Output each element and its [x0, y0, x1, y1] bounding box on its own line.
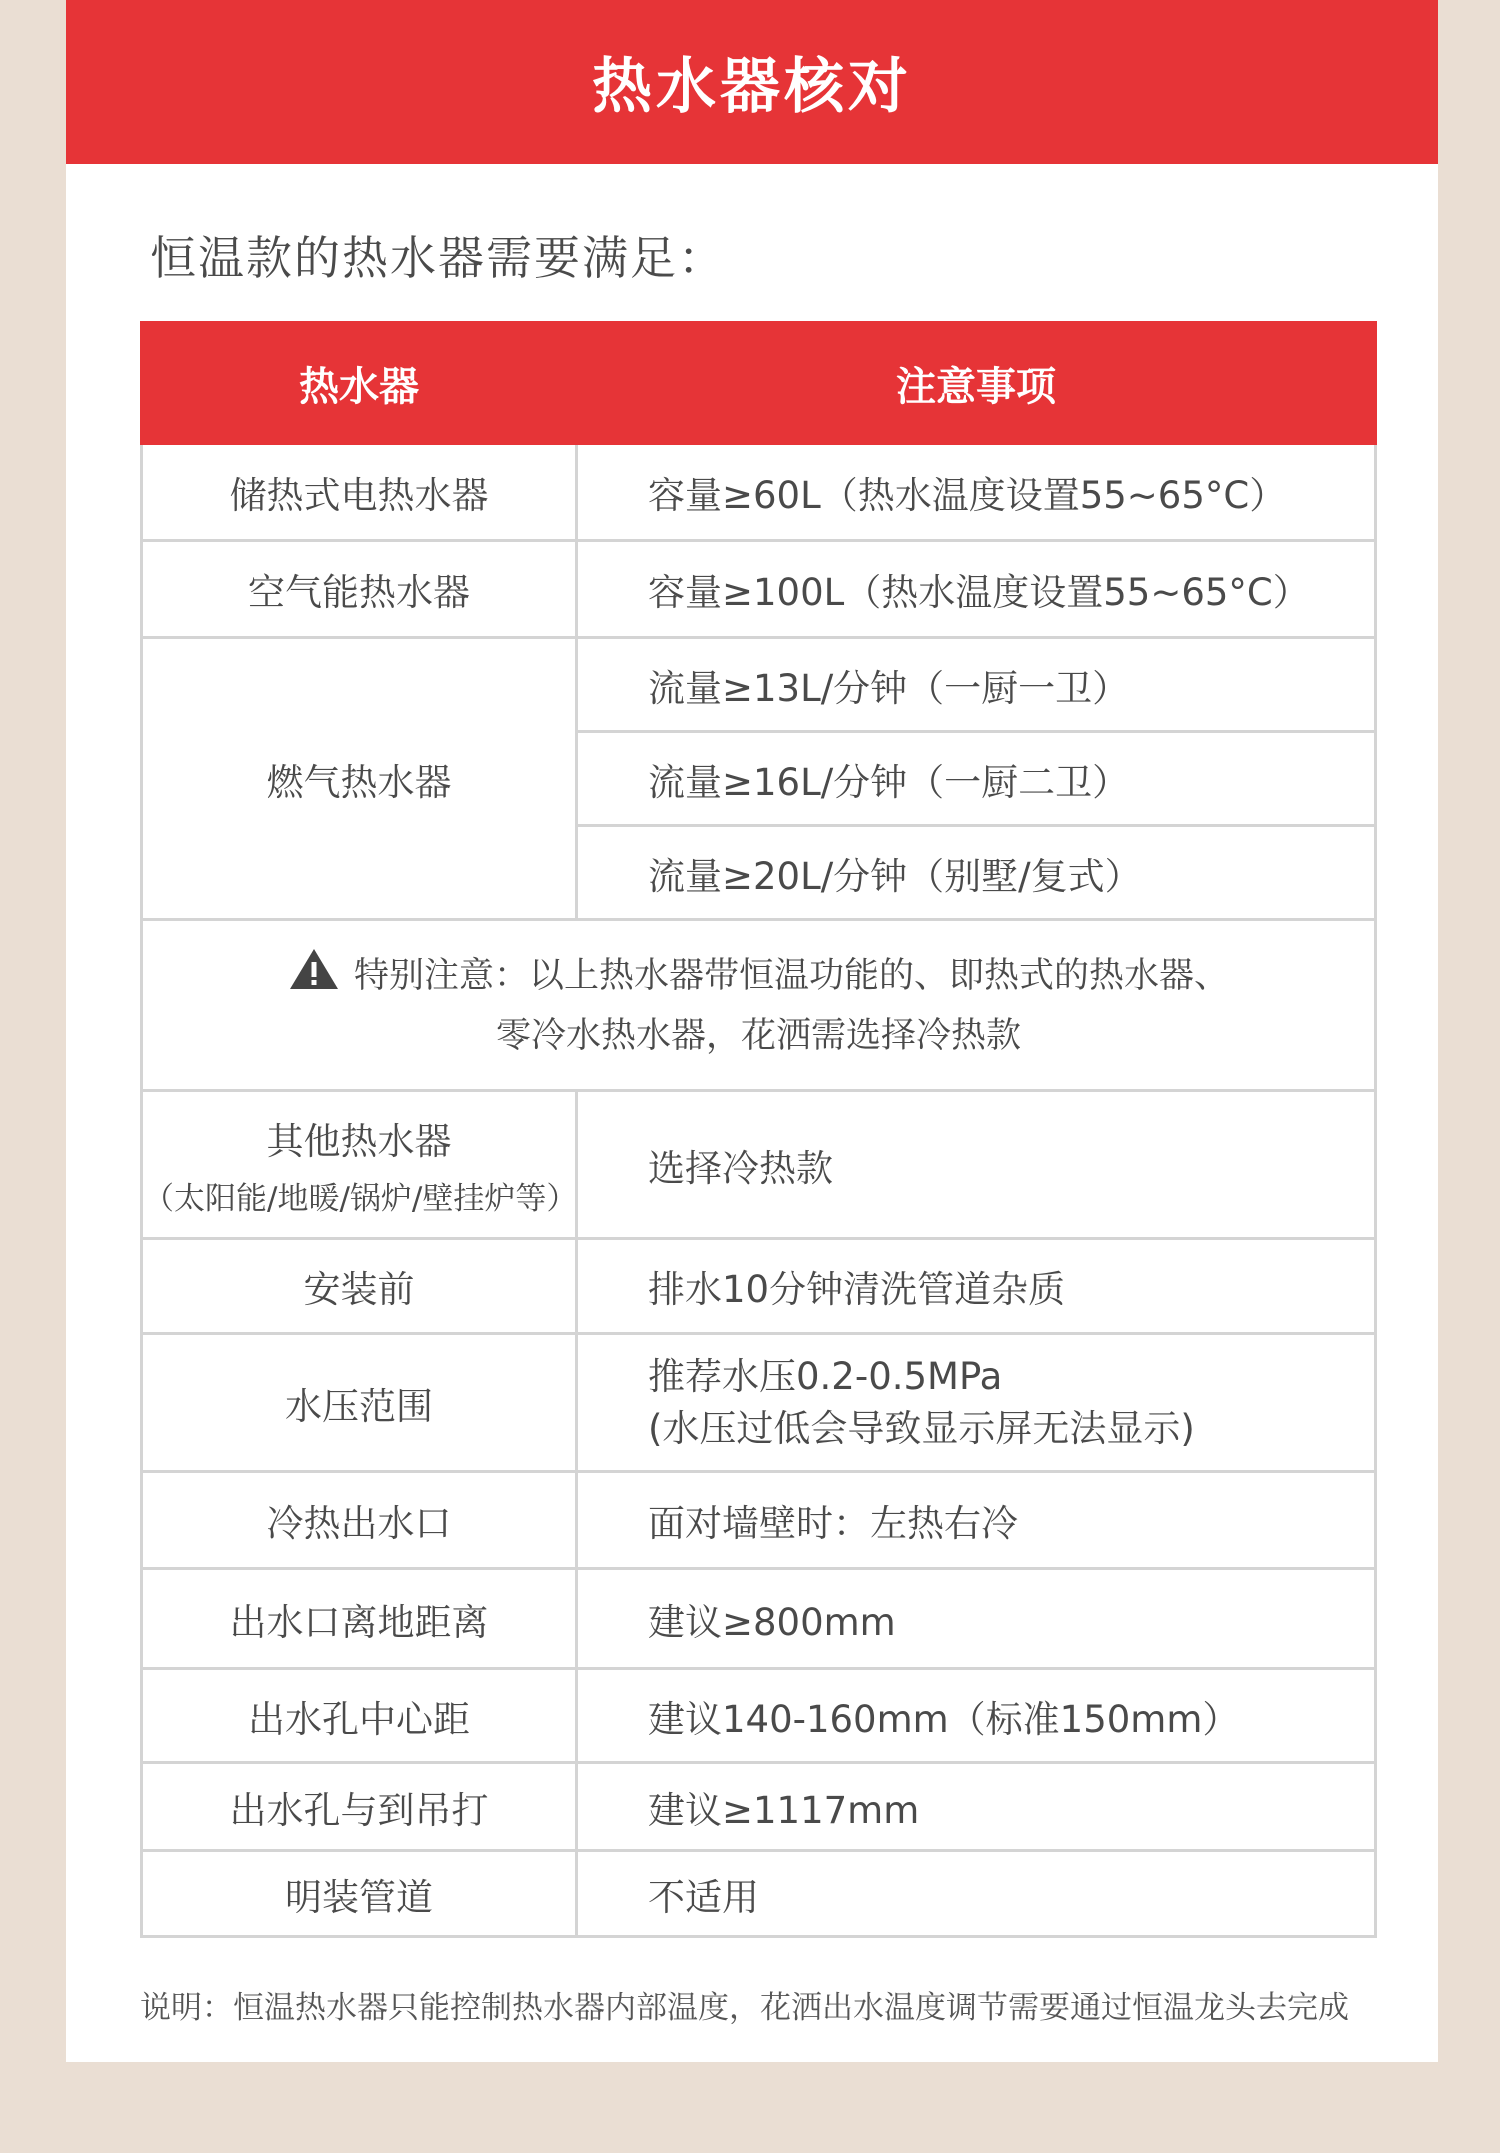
column-header: 热水器	[142, 323, 577, 444]
special-note-line: 零冷水热水器，花洒需选择冷热款	[495, 1015, 1021, 1056]
item-label: 冷热出水口	[142, 1472, 577, 1569]
requirement: 面对墙壁时：左热右冷	[577, 1472, 1376, 1569]
spec-table	[140, 321, 1377, 1938]
requirement	[577, 1334, 1376, 1472]
requirement: 流量≥20L/分钟（别墅/复式）	[577, 826, 1376, 920]
heater-type	[142, 1091, 577, 1239]
item-label: 安装前	[142, 1239, 577, 1334]
table-row	[142, 1851, 1376, 1937]
item-label: 出水口离地距离	[142, 1569, 577, 1669]
heater-type: 储热式电热水器	[142, 444, 577, 541]
table-row	[142, 1091, 1376, 1239]
special-note-row	[142, 920, 1376, 1091]
header-banner	[66, 0, 1438, 164]
requirement: 选择冷热款	[577, 1091, 1376, 1239]
requirement: 不适用	[577, 1851, 1376, 1937]
warning-triangle-icon	[288, 947, 340, 1008]
special-note	[142, 920, 1376, 1091]
requirement-line: 推荐水压0.2-0.5MPa	[648, 1354, 1003, 1398]
requirement-line: (水压过低会导致显示屏无法显示)	[648, 1406, 1195, 1450]
table-row	[142, 1239, 1376, 1334]
section-subtitle: 恒温款的热水器需要满足：	[150, 231, 726, 285]
requirement: 排水10分钟清洗管道杂质	[577, 1239, 1376, 1334]
item-label: 出水孔与到吊打	[142, 1763, 577, 1851]
requirement: 容量≥100L（热水温度设置55~65°C）	[577, 541, 1376, 638]
heater-type: 燃气热水器	[142, 638, 577, 920]
footnote: 说明：恒温热水器只能控制热水器内部温度，花洒出水温度调节需要通过恒温龙头去完成	[140, 1990, 1349, 2026]
table-row	[142, 1472, 1376, 1569]
requirement: 容量≥60L（热水温度设置55~65°C）	[577, 444, 1376, 541]
item-label: 明装管道	[142, 1851, 577, 1937]
table-row	[142, 1669, 1376, 1763]
table-row	[142, 1763, 1376, 1851]
table-row	[142, 444, 1376, 541]
requirement: 建议≥800mm	[577, 1569, 1376, 1669]
table-row	[142, 1569, 1376, 1669]
requirement: 流量≥13L/分钟（一厨一卫）	[577, 638, 1376, 732]
requirement: 建议140-160mm（标准150mm）	[577, 1669, 1376, 1763]
requirement: 建议≥1117mm	[577, 1763, 1376, 1851]
column-header: 注意事项	[577, 323, 1376, 444]
table-row	[142, 1334, 1376, 1472]
special-note-line: 特别注意：以上热水器带恒温功能的、即热式的热水器、	[143, 947, 1374, 1008]
requirement: 流量≥16L/分钟（一厨二卫）	[577, 732, 1376, 826]
table-row	[142, 638, 1376, 732]
heater-type-label: 其他热水器	[266, 1120, 452, 1163]
heater-type: 空气能热水器	[142, 541, 577, 638]
item-label: 水压范围	[142, 1334, 577, 1472]
table-row	[142, 541, 1376, 638]
heater-type-examples: （太阳能/地暖/锅炉/壁挂炉等）	[143, 1181, 578, 1217]
item-label: 出水孔中心距	[142, 1669, 577, 1763]
table-header-row	[142, 323, 1376, 444]
page-title: 热水器核对	[592, 52, 912, 122]
